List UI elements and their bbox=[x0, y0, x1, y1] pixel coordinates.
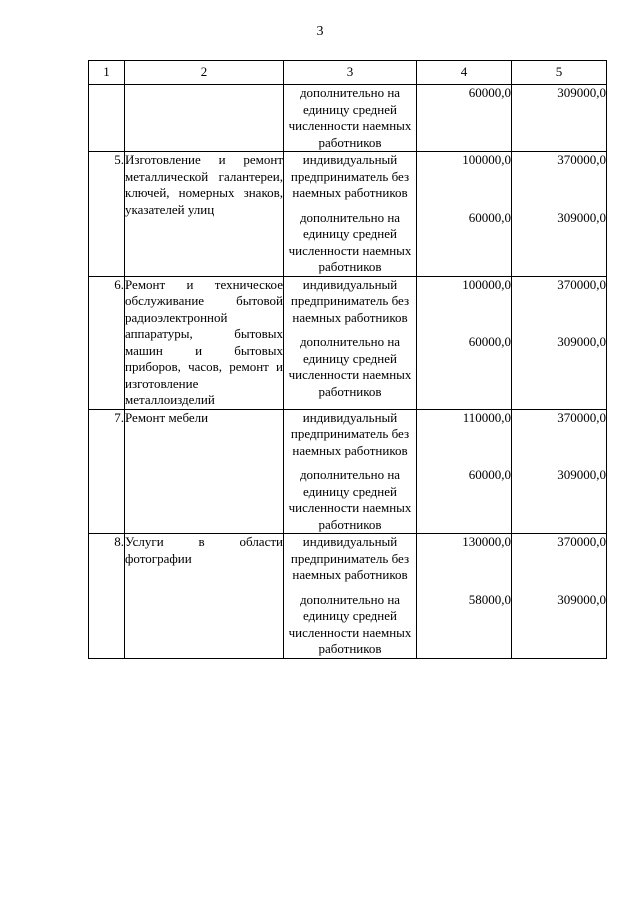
value-item: 60000,0 bbox=[468, 85, 511, 100]
value-item: 110000,0 bbox=[462, 409, 511, 425]
calculation-basis bbox=[284, 534, 417, 659]
value-item: 309000,0 bbox=[557, 467, 606, 482]
service-name: Изготовление и ремонт металлической галантереи, ключей, номерных знаков, указателей улиц bbox=[125, 152, 284, 277]
value-item: 309000,0 bbox=[557, 591, 606, 607]
value-item: 100000,0 bbox=[462, 152, 511, 167]
value-col5 bbox=[512, 152, 607, 277]
row-number bbox=[89, 85, 125, 152]
value-item: 309000,0 bbox=[557, 209, 606, 225]
basis-item: индивидуальный предприниматель без наемных работников bbox=[290, 409, 410, 458]
table-row bbox=[89, 152, 607, 277]
header-cell: 1 bbox=[89, 61, 125, 85]
value-item: 309000,0 bbox=[557, 85, 606, 100]
value-col4 bbox=[417, 152, 512, 277]
row-number: 8. bbox=[89, 534, 125, 659]
value-item: 60000,0 bbox=[468, 334, 511, 349]
table-row bbox=[89, 85, 607, 152]
value-col5 bbox=[512, 534, 607, 659]
row-number: 7. bbox=[89, 409, 125, 534]
value-item: 309000,0 bbox=[557, 334, 606, 349]
basis-item: индивидуальный предприниматель без наемных работников bbox=[290, 534, 410, 582]
service-name: Ремонт и техническое обслуживание бытовой радиоэлектронной аппаратуры, бытовых машин и бытовых приборов, часов, ремонт и изготовление металлоизделий bbox=[125, 276, 283, 407]
calculation-basis bbox=[284, 276, 417, 409]
value-item: 370000,0 bbox=[557, 152, 606, 167]
value-item: 370000,0 bbox=[557, 276, 606, 292]
page-number: 3 bbox=[316, 24, 324, 39]
calculation-basis bbox=[284, 409, 417, 534]
basis-item: дополнительно на единицу средней численности наемных работников bbox=[288, 334, 412, 399]
basis-item: индивидуальный предприниматель без наемных работников bbox=[290, 152, 410, 200]
calculation-basis bbox=[284, 152, 417, 277]
value-col4 bbox=[417, 534, 512, 659]
value-item: 100000,0 bbox=[462, 276, 511, 292]
value-item: 130000,0 bbox=[462, 534, 511, 549]
header-cell: 3 bbox=[284, 61, 417, 85]
value-item: 60000,0 bbox=[468, 209, 511, 225]
header-cell: 4 bbox=[417, 61, 512, 85]
basis-item: дополнительно на единицу средней численности наемных работников bbox=[288, 85, 412, 150]
basis-item: дополнительно на единицу средней численности наемных работников bbox=[288, 209, 412, 274]
value-col5 bbox=[512, 276, 607, 409]
table-row bbox=[89, 534, 607, 659]
rates-table bbox=[88, 60, 607, 659]
row-number: 6. bbox=[89, 276, 125, 409]
value-col5 bbox=[512, 85, 607, 152]
header-row bbox=[89, 61, 607, 85]
service-name: Ремонт мебели bbox=[125, 409, 284, 534]
value-item: 58000,0 bbox=[468, 591, 511, 607]
header-cell: 5 bbox=[512, 61, 607, 85]
basis-item: индивидуальный предприниматель без наемных работников bbox=[290, 276, 410, 325]
calculation-basis bbox=[284, 85, 417, 152]
value-item: 370000,0 bbox=[557, 409, 606, 425]
value-item: 60000,0 bbox=[468, 467, 511, 482]
service-name: Услуги в области фотографии bbox=[125, 534, 284, 659]
value-col4 bbox=[417, 85, 512, 152]
table-row bbox=[89, 276, 607, 409]
value-col4 bbox=[417, 276, 512, 409]
basis-item: дополнительно на единицу средней численности наемных работников bbox=[288, 467, 412, 532]
value-col4 bbox=[417, 409, 512, 534]
service-name bbox=[125, 85, 284, 152]
row-number: 5. bbox=[89, 152, 125, 277]
basis-item: дополнительно на единицу средней численности наемных работников bbox=[288, 591, 412, 656]
table-row bbox=[89, 409, 607, 534]
value-item: 370000,0 bbox=[557, 534, 606, 549]
header-cell: 2 bbox=[125, 61, 284, 85]
value-col5 bbox=[512, 409, 607, 534]
